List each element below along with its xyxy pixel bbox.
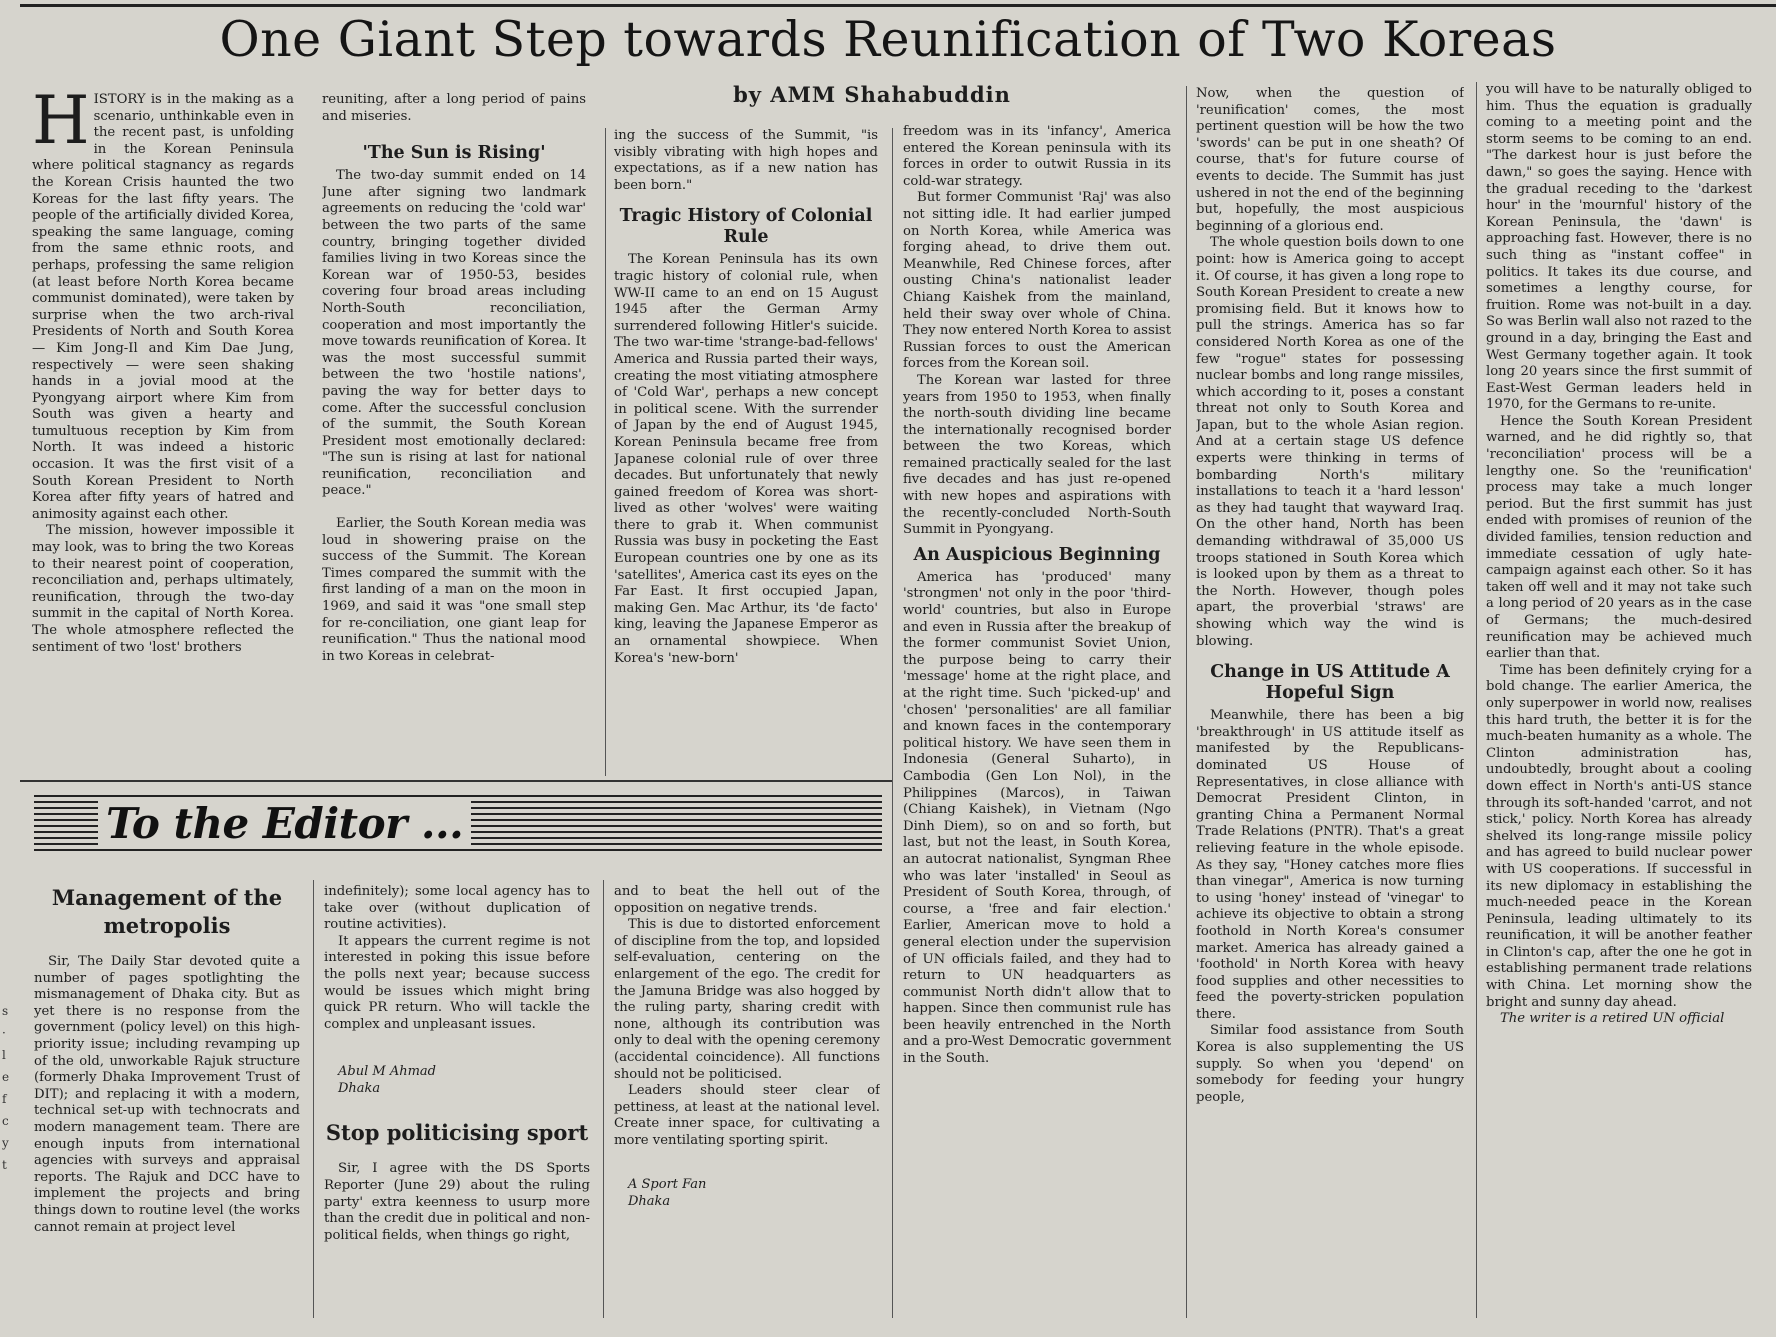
column-rule [603,880,604,1318]
paragraph: reuniting, after a long period of pains and miseries. [322,92,586,124]
editor-banner-title: To the Editor ... [98,801,471,847]
signature-place: Dhaka [338,1081,381,1097]
paragraph: Time has been definitely crying for a bold change. The earlier America, the only superpower in world now, realises this hard truth, the better it is for the much-beaten humanity as a whole. The Clinton administration has, undoubtedly, brought about a cooling down effect in North's anti-US stance through its soft-handed 'carrot, and not stick,' policy. North Korea has already shelved its long-range missile policy and has agreed to build nuclear power with US cooperations. If successful in its new diplomacy in establishing the much-needed peace in the Korean Peninsula, leading ultimately to its reunification, it will be another feather in Clinton's cap, after the one he got in establishing permanent trade relations with China. Let morning show the bright and sunny day ahead. [1486,662,1752,1010]
signature-place: Dhaka [628,1193,671,1209]
paragraph: But former Communist 'Raj' was also not sitting idle. It had earlier jumped on North Korea, while America was forging ahead, to drive them out. Meanwhile, Red Chinese forces, after ousting China's nationalist leader Chiang Kaishek from the mainland, held their sway over whole of China. They now entered North Korea to assist Russian forces to oust the American forces from the Korean soil. [903,190,1171,372]
paragraph: and to beat the hell out of the opposition on negative trends. [614,884,880,916]
signature-name: Abul M Ahmad [338,1064,436,1080]
paragraph: you will have to be naturally obliged to him. Thus the equation is gradually coming to a meeting point and the storm seems to be coming to an end. "The darkest hour is just before the dawn," so goes the saying. Hence with the gradual receding to the 'darkest hour' in the 'mournful' history of the Korean Peninsula, the 'dawn' is approaching fast. However, there is no such thing as "instant coffee" in politics. It takes its due course, and sometimes a lengthy course, for fruition. Rome was not-built in a day. So was Berlin wall also not razed to the ground in a day, bringing the East and West Germany together again. It took long 20 years since the first summit of East-West German leaders held in 1970, for the Germans to re-unite. [1486,82,1752,413]
author-note: The writer is a retired UN official [1500,1011,1725,1027]
paragraph: Now, when the question of 'reunification' comes, the most pertinent question will be how the two 'swords' can be put in one sheath? Of course, that's for future course of events to decide. The Summit has just ushered in not the end of the beginning but, hopefully, the most auspicious beginning of a glorious end. [1196,86,1464,234]
letter-title-stop-politicising: Stop politicising sport [325,1120,589,1146]
page-edge-marks: s · l e f c y t [2,1004,10,1172]
subheading-auspicious-beginning: An Auspicious Beginning [913,544,1161,565]
paragraph: Sir, The Daily Star devoted quite a number of pages spotlighting the mismanagement of Dhaka city. But as yet there is no response from the government (policy level) on this high-priority issue; including revamping up of the old, unworkable Rajuk structure (formerly Dhaka Improvement Trust of DIT); and replacing it with a modern, technical set-up with technocrats and modern management team. There are enough inputs from international agencies with surveys and appraisal reports. The Rajuk and DCC have to implement the projects and bring things down to routine level (the works cannot remain at project level [34,954,300,1235]
paragraph: It appears the current regime is not interested in poking this issue before the polls next year; because success would be issues which might bring quick PR return. Who will tackle the complex and unpleasant issues. [324,933,590,1032]
article-column-4 [903,124,1171,1314]
letter-column-3 [614,884,880,1314]
letter-column-2 [324,884,590,1314]
column-rule [1476,82,1477,1318]
section-divider [20,780,892,782]
paragraph: The Korean Peninsula has its own tragic history of colonial rule, when WW-II came to an end on 15 August 1945 after the German Army surrendered following Hitler's suicide. The two war-time 'strange-bad-fellows' America and Russia parted their ways, creating the most vitiating atmosphere of 'Cold War', perhaps a new concept in political scene. With the surrender of Japan by the end of August 1945, Korean Peninsula became free from Japanese colonial rule of over three decades. But unfortunately that newly gained freedom of Korea was short-lived as other 'wolves' were waiting there to grab it. When communist Russia was busy in pocketing the East European countries one by one as its 'satellites', America cast its eyes on the Far East. It first occupied Japan, making Gen. Mac Arthur, its 'de facto' king, leaving the Japanese Emperor as an ornamental showpiece. When Korea's 'new-born' [614,252,878,666]
headline: One Giant Step towards Reunification of Two Koreas [219,11,1557,68]
paragraph: Leaders should steer clear of pettiness, at least at the national level. Create inner space, for cultivating a more ventilating sporting spirit. [614,1083,880,1148]
paragraph: This is due to distorted enforcement of discipline from the top, and lopsided self-evaluation, centering on the enlargement of the ego. The credit for the Jamuna Bridge was also hogged by the ruling party, sharing credit with none, although its contribution was only to deal with the opening ceremony (accidental coincidence). All functions should not be politicised. [614,917,880,1082]
subheading-change-in-us-attitude: Change in US Attitude A Hopeful Sign [1210,662,1450,704]
paragraph: Similar food assistance from South Korea is also supplementing the US supply. So when you 'depend' on somebody for feeding your hungry people, [1196,1023,1464,1105]
paragraph: Hence the South Korean President warned, and he did rightly so, that 'reconciliation' process will be a lengthy one. So the 'reunification' process may take a much longer period. But the first summit has just ended with promises of reunion of the divided families, tension reduction and immediate cessation of ugly hate-campaign against each other. So it has taken off well and it may not take such a long period of 20 years as in the case of Germans; the much-desired reunification may be achieved much earlier than that. [1486,413,1752,662]
column-rule [1186,86,1187,1318]
paragraph: The whole question boils down to one point: how is America going to accept it. Of course, it has given a long rope to South Korean President to create a new promising field. But it knows how to pull the strings. America has so far considered North Korea as one of the few "rogue" states for possessing nuclear bombs and long range missiles, which according to it, poses a constant threat not only to South Korea and Japan, but to the whole Asian region. And at a certain stage US defence experts were thinking in terms of bombarding North's military installations to teach it a 'hard lesson' as they had taught that wayward Iraq. On the other hand, North has been demanding withdrawal of 35,000 US troops stationed in South Korea which is looked upon by them as a threat to the North. However, though poles apart, the proverbial 'straws' are showing which way the wind is blowing. [1196,235,1464,649]
byline: by AMM Shahabuddin [733,82,1011,107]
paragraph: Sir, I agree with the DS Sports Reporter (June 29) about the ruling party' extra keenness to usurp more than the credit due in political and non-political fields, when things go right, [324,1161,590,1243]
article-column-2 [322,92,586,772]
column-rule [892,128,893,1318]
paragraph: The Korean war lasted for three years from 1950 to 1953, when finally the north-south dividing line became the internationally recognised border between the two Koreas, which remained practically sealed for the last five decades and has just re-opened with new hopes and aspirations with the recently-concluded North-South Summit in Pyongyang. [903,372,1171,538]
article-column-3 [614,128,878,772]
paragraph: Meanwhile, there has been a big 'breakthrough' in US attitude itself as manifested by the Republicans-dominated US House of Representatives, in close alliance with Democrat President Clinton, in granting China a Permanent Normal Trade Relations (PNTR). That's a great relieving feature in the whole episode. As they say, "Honey catches more flies than vinegar", America is now turning to using 'honey' instead of 'vinegar' to achieve its objective to obtain a strong foothold in North Korea's consumer market. America has already gained a 'foothold' in North Korea with heavy food supplies and other necessities to feed the poverty-stricken population there. [1196,708,1464,1022]
paragraph: America has 'produced' many 'strongmen' not only in the poor 'third-world' countries, but also in Europe and even in Russia after the breakup of the former communist Soviet Union, the purpose being to carry their 'message' home at the right place, and at the right time. Such 'picked-up' and 'chosen' 'personalities' are all familiar and known faces in the contemporary political history. We have seen them in Indonesia (General Suharto), in Cambodia (Gen Lon Nol), in the Philippines (Marcos), in Taiwan (Chiang Kaishek), in Vietnam (Ngo Dinh Diem), so on and so forth, but last, but not the least, in South Korea, an autocrat nationalist, Syngman Rhee who was later 'installed' in Seoul as President of South Korea, through, of course, a 'free and fair election.' Earlier, American move to hold a general election under the supervision of UN officials failed, and they had to return to UN headquarters as communist North didn't allow that to happen. Since then communist rule has been heavily entrenched in the North and a pro-West Democratic government in the South. [903,569,1171,1067]
paragraph: Earlier, the South Korean media was loud in showering praise on the success of the Summit. The Korean Times compared the summit with the first landing of a man on the moon in 1969, and said it was "one small step for re-conciliation, one giant leap for reunification." Thus the national mood in two Koreas in celebrat- [322,516,586,664]
article-column-5 [1196,86,1464,1314]
editor-banner [34,795,882,851]
article-column-6 [1486,82,1752,1314]
paragraph: ing the success of the Summit, "is visibly vibrating with high hopes and expectations, as if a new nation has been born." [614,128,878,193]
subheading-sun-is-rising: 'The Sun is Rising' [362,143,546,164]
top-rule [20,4,1776,7]
paragraph: indefinitely); some local agency has to take over (without duplication of routine activities). [324,884,590,933]
paragraph: freedom was in its 'infancy', America entered the Korean peninsula with its forces in order to outwit Russia in its cold-war strategy. [903,124,1171,189]
paragraph: ISTORY is in the making as a scenario, unthinkable even in the recent past, is unfolding in the Korean Peninsula where political stagnancy as regards the Korean Crisis haunted the two Koreas for the last fifty years. The people of the artificially divided Korea, speaking the same language, coming from the same ethnic roots, and perhaps, professing the same religion (at least before North Korea became communist dominated), were taken by surprise when the two arch-rival Presidents of North and South Korea — Kim Jong-Il and Kim Dae Jung, respectively — were seen shaking hands in a jovial mood at the Pyongyang airport where Kim from South was given a hearty and tumultuous reception by Kim from North. It was indeed a historic occasion. It was the first visit of a South Korean President to North Korea after fifty years of hatred and animosity against each other. [32,92,294,522]
column-rule [313,880,314,1318]
signature-name: A Sport Fan [628,1176,707,1192]
paragraph: The two-day summit ended on 14 June after signing two landmark agreements on reducing the 'cold war' between the two parts of the same country, bringing together divided families living in two Koreas since the Korean war of 1950-53, besides covering four broad areas including North-South reconciliation, cooperation and most importantly the move towards reunification of Korea. It was the most successful summit between the two 'hostile nations', paving the way for better days to come. After the successful conclusion of the summit, the South Korean President most emotionally declared: "The sun is rising at last for national reunification, reconciliation and peace." [322,168,586,499]
subheading-tragic-history: Tragic History of Colonial Rule [619,206,873,248]
paragraph: The mission, however impossible it may look, was to bring the two Koreas to their nearest point of cooperation, reconciliation and, perhaps ultimately, reunification, through the two-day summit in the capital of North Korea. The whole atmosphere reflected the sentiment of two 'lost' brothers [32,523,294,655]
letter-title-management: Management of the metropolis [51,885,283,938]
column-rule [605,128,606,776]
article-column-1 [32,92,294,772]
letter-column-1 [34,884,300,1314]
drop-cap: H [32,92,90,159]
